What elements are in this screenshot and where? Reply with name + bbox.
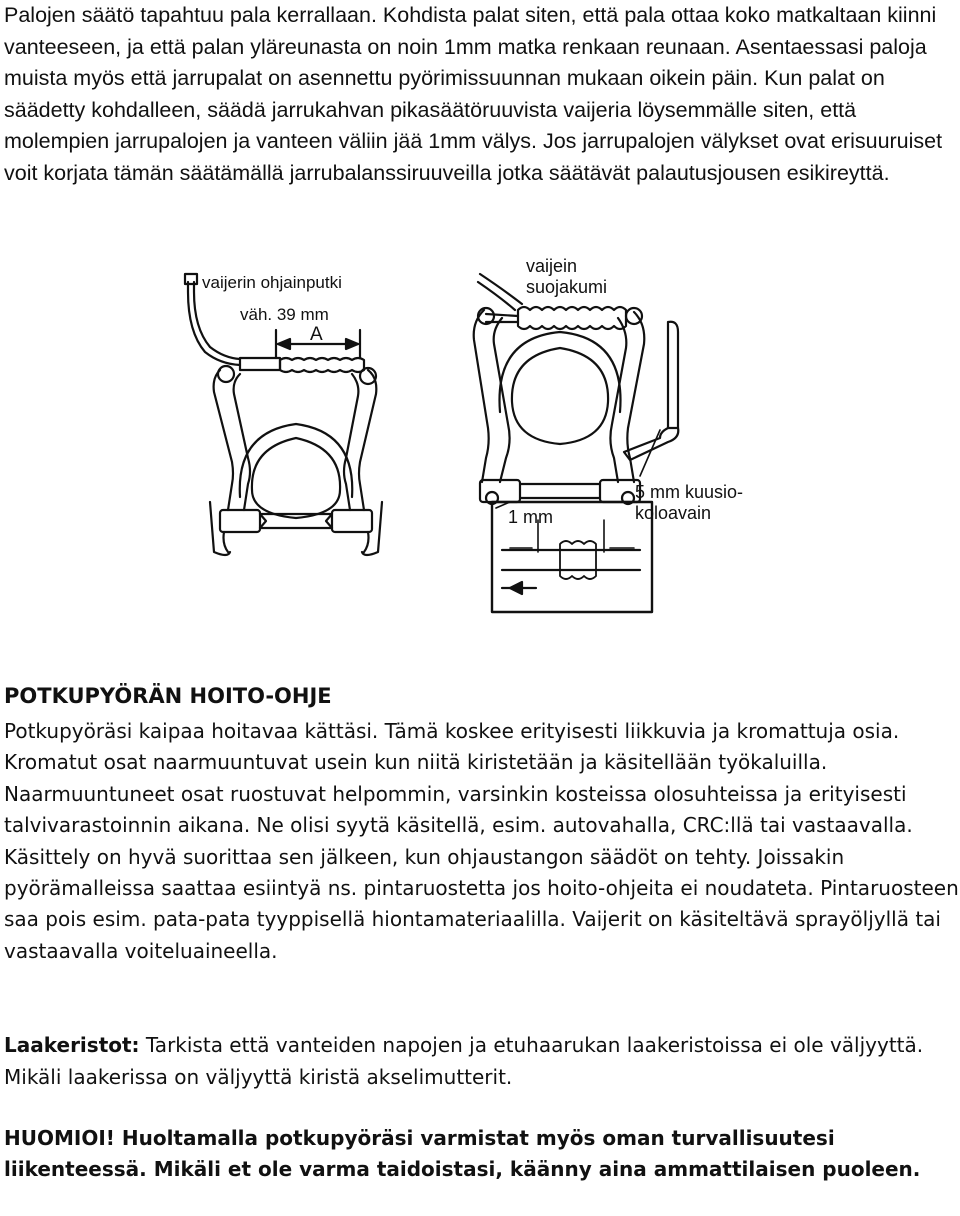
label-cable-guide: vaijerin ohjainputki — [202, 273, 342, 292]
brake-pad-right — [332, 510, 372, 532]
label-clearance: 1 mm — [508, 507, 553, 527]
care-paragraph: Potkupyöräsi kaipaa hoitavaa kättäsi. Tämä koskee erityisesti liikkuvia ja kromattuja osia. Kromatut osat naarmuuntuvat usein kun niitä kiristetään ja käsitellään työkaluilla. Naarmuuntuneet osat ruostuvat helpommin, varsinkin kosteissa olosuhteissa ja erityisesti talvivarastoinnin aikana. Ne olisi syytä käsitellä, esim. autovahalla, CRC:llä tai vastaavalla. Käsittely on hyvä suorittaa sen jälkeen, kun ohjaustangon säädöt on tehty. Joissakin pyörämalleissa saattaa esiintyä ns. pintaruostetta jos hoito-ohjeita ei noudateta. Pintaruosteen saa pois esim. pata-pata tyyppisellä hiontamateriaalilla. Vaijerit on käsiteltävä sprayöljyllä tai vastaavalla voiteluaineella. — [4, 719, 959, 963]
cable-boot-left — [280, 358, 364, 372]
right-diagram-left-arm — [474, 310, 489, 482]
tire — [252, 438, 340, 518]
intro-paragraph: Palojen säätö tapahtuu pala kerrallaan. Kohdista palat siten, että pala ottaa koko matkaltaan kiinni vanteeseen, ja että palan yläreunasta on noin 1mm matka renkaan reunaan. Asentaessasi paloja muista myös että jarrupalat on asennettu pyörimissuunnan mukaan oikein päin. Kun palat on säädetty kohdalleen, säädä jarrukahvan pikasäätöruuvista vaijeria löysemmälle siten, että molempien jarrupalojen ja vanteen väliin jää 1mm välys. Jos jarrupalojen välykset ovat erisuuruiset voit korjata tämän säätämällä jarrubalanssiruuveilla jotka säätävät palautusjousen esikireyttä. — [4, 3, 943, 185]
left-brake-arm — [214, 370, 233, 510]
care-heading: POTKUPYÖRÄN HOITO-OHJE — [4, 684, 332, 708]
cable-guide-pipe — [188, 282, 240, 365]
noodle — [240, 358, 280, 370]
hex-key — [668, 322, 678, 428]
label-cable-boot: vaijein suojakumi — [526, 256, 608, 297]
bearings-text: Tarkista että vanteiden napojen ja etuhaarukan laakeristoissa ei ole väljyyttä. Mikäli laakerissa on väljyyttä kiristä akselimutterit. — [4, 1033, 924, 1089]
brake-pad-left — [220, 510, 260, 532]
right-brake-arm — [359, 370, 376, 510]
bearings-label: Laakeristot: — [4, 1033, 140, 1057]
tire-right — [512, 348, 608, 444]
bearings-paragraph — [4, 1029, 954, 1093]
notice-paragraph: HUOMIOI! Huoltamalla potkupyöräsi varmistat myös oman turvallisuutesi liikenteessä. Mikäli et ole varma taidoistasi, käänny aina ammattilaisen puoleen. — [4, 1126, 921, 1181]
label-dimension-a: A — [310, 324, 323, 345]
label-min-distance: väh. 39 mm — [240, 305, 329, 324]
label-hex-key: 5 mm kuusio- koloavain — [635, 482, 744, 523]
brake-adjustment-figure — [140, 252, 840, 632]
cable-boot-right — [518, 307, 626, 329]
